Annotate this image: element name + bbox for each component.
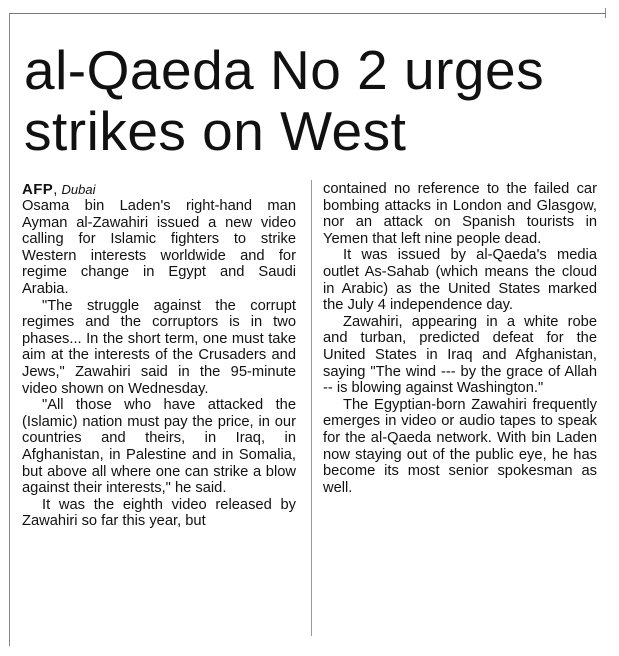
headline-line-1: al-Qaeda No 2 urges xyxy=(24,39,545,101)
paragraph: contained no reference to the failed car bombing attacks in London and Glasgow, nor an attack on Spanish tourists in Yemen that left nine people dead. xyxy=(323,181,597,247)
dateline-agency: AFP xyxy=(22,181,54,198)
article-column-2 xyxy=(323,181,597,496)
headline xyxy=(24,40,609,162)
paragraph: Osama bin Laden's right-hand man Ayman al-Zawahiri issued a new video calling for Islamic fighters to strike Western interests worldwide and for regime change in Egypt and Saudi Arabia. xyxy=(22,198,296,297)
headline-line-2: strikes on West xyxy=(24,100,407,162)
dateline-place: Dubai xyxy=(61,182,96,197)
dateline-separator: , xyxy=(53,181,62,198)
column-divider xyxy=(311,180,312,636)
article-column-1 xyxy=(22,181,296,530)
paragraph: It was the eighth video released by Zawahiri so far this year, but xyxy=(22,496,296,530)
paragraph: "The struggle against the corrupt regimes and the corruptors is in two phases... In the short term, one must take aim at the interests of the Crusaders and Jews," Zawahiri said in the 95-minute video shown on Wednesday. xyxy=(22,297,296,397)
dateline xyxy=(22,181,296,198)
paragraph: Zawahiri, appearing in a white robe and turban, predicted defeat for the United States in Iraq and Afghanistan, saying "The wind --- by the grace of Allah -- is blowing against Washington." xyxy=(323,313,597,397)
right-border-tick xyxy=(605,8,606,18)
left-border-rule xyxy=(9,13,10,646)
paragraph: "All those who have attacked the (Islamic) nation must pay the price, in our countries and theirs, in Iraq, in Afghanistan, in Palestine and in Somalia, but above all where one can strike a blow against their interests," he said. xyxy=(22,397,296,497)
paragraph: The Egyptian-born Zawahiri frequently emerges in video or audio tapes to speak for the al-Qaeda network. With bin Laden now staying out of the public eye, he has become its most senior spokesman as well. xyxy=(323,396,597,496)
paragraph: It was issued by al-Qaeda's media outlet As-Sahab (which means the cloud in Arabic) as the United States marked the July 4 independence day. xyxy=(323,247,597,314)
top-border-rule xyxy=(10,13,605,14)
